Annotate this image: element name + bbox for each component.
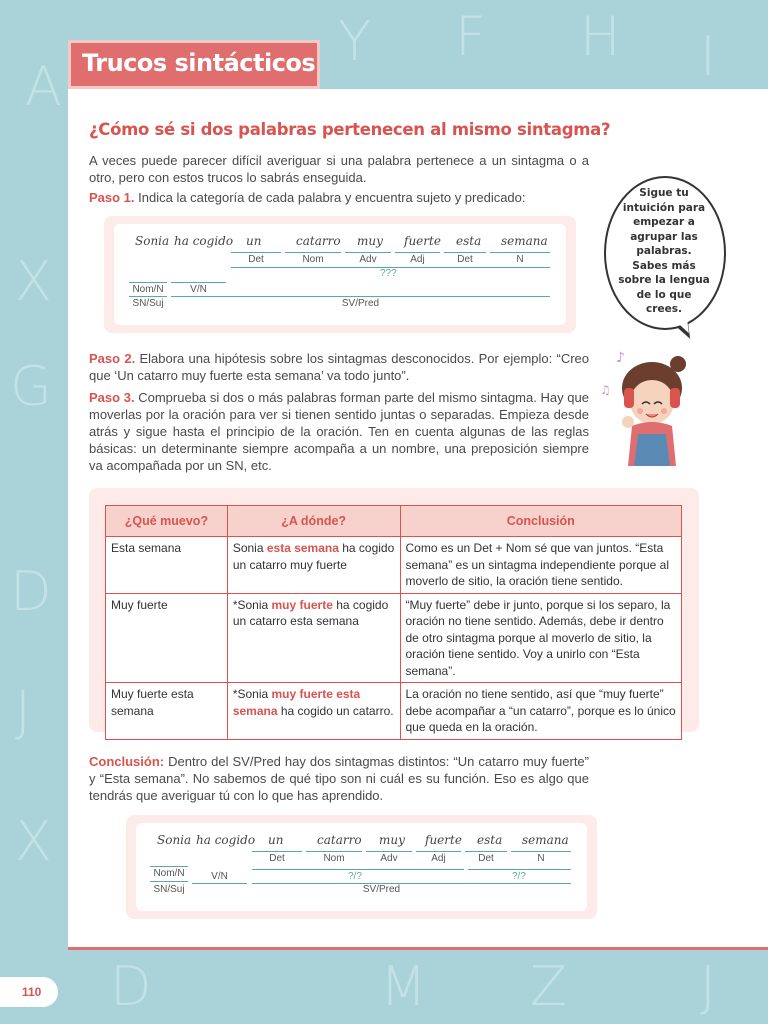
category-label: Det	[269, 853, 285, 864]
word: catarro	[317, 833, 362, 847]
column-header: ¿A dónde?	[227, 506, 400, 537]
where-cell: *Sonia muy fuerte ha cogido un catarro esta semana	[227, 593, 400, 683]
bg-letter: X	[15, 810, 52, 873]
paso1-label: Paso 1.	[89, 190, 135, 205]
bg-letter: J	[15, 680, 31, 743]
word: muy	[379, 833, 405, 847]
word: Sonia	[157, 833, 192, 847]
bg-letter: I	[700, 25, 716, 88]
bg-letter: H	[580, 5, 621, 68]
nom-n-label: Nom/N	[153, 868, 185, 879]
word: Sonia	[135, 234, 170, 248]
bg-letter: D	[10, 560, 52, 623]
conclusion-text: Dentro del SV/Pred hay dos sintagmas distintos: “Un catarro muy fuerte” y “Esta semana”. No sabemos de qué tipo son ni cuál es su función. Eso es algo que tendrás que averiguar tú con lo que has aprendido.	[89, 754, 589, 803]
table-row	[106, 537, 682, 594]
bg-letter: F	[455, 5, 487, 68]
sv-pred-label: SV/Pred	[362, 884, 401, 895]
category-label: Nom	[302, 254, 324, 265]
conclusion-label: Conclusión:	[89, 754, 165, 769]
word: semana	[522, 833, 569, 847]
page-number-tab	[0, 977, 58, 1007]
section-title: Trucos sintácticos	[82, 49, 316, 77]
bg-letter: Y	[338, 10, 371, 73]
unknown-marker: ?/?	[512, 871, 526, 882]
unknown-marker: ???	[380, 268, 397, 279]
bg-letter: J	[700, 955, 716, 1018]
category-label: Det	[478, 853, 494, 864]
page-number: 110	[22, 985, 42, 999]
category-label: Adj	[431, 853, 446, 864]
word: un	[246, 234, 262, 248]
paso1-paragraph	[89, 189, 589, 206]
girl-with-headphones-illustration	[596, 348, 706, 468]
bg-letter: A	[25, 55, 62, 118]
category-label: N	[516, 254, 524, 265]
conclusion-cell: “Muy fuerte” debe ir junto, porque si los separo, la oración no tiene sentido. Además, debe ir dentro de otro sintagma porque al moverlo de sitio, la oración tiene sentido. Voy a unirlo con “Esta semana”.	[400, 593, 682, 683]
paso2-paragraph	[89, 350, 589, 384]
where-cell: *Sonia muy fuerte esta semana ha cogido un catarro.	[227, 683, 400, 740]
bg-letter: M	[380, 955, 427, 1018]
sn-suj-label: SN/Suj	[132, 298, 164, 309]
table-row	[106, 683, 682, 740]
paso3-text: Comprueba si dos o más palabras forman parte del mismo sintagma. Hay que moverlas por la oración para ver si tienen sentido juntas o separadas. Empieza desde atrás y sigue hasta el principio de la oración. Ten en cuenta algunas de las reglas básicas: un determinante siempre acompaña a un nombre, una preposición siempre va acompañada por un SN, etc.	[89, 390, 589, 473]
bg-letter: X	[15, 250, 52, 313]
word: semana	[501, 234, 548, 248]
column-header: ¿Qué muevo?	[106, 506, 228, 537]
word: fuerte	[425, 833, 462, 847]
bg-letter: Z	[530, 955, 567, 1018]
vn-label: V/N	[190, 284, 207, 295]
table-row	[106, 593, 682, 683]
table-header-row	[106, 506, 682, 537]
music-note-icon: ♫	[600, 383, 611, 397]
conclusion-paragraph	[89, 753, 589, 804]
category-label: Det	[248, 254, 264, 265]
conclusion-cell: La oración no tiene sentido, así que “muy fuerte” debe acompañar a “un catarro”, porque es lo único que queda en la oración.	[400, 683, 682, 740]
category-label: Adv	[359, 254, 377, 265]
word: esta	[456, 234, 482, 248]
paso2-label: Paso 2.	[89, 351, 136, 366]
nom-n-label: Nom/N	[132, 284, 164, 295]
paso1-text: Indica la categoría de cada palabra y encuentra sujeto y predicado:	[134, 190, 526, 205]
word: esta	[477, 833, 503, 847]
what-cell: Muy fuerte	[106, 593, 228, 683]
word: ha cogido	[196, 833, 256, 847]
word: catarro	[296, 234, 341, 248]
section-title-box	[68, 40, 320, 89]
word: fuerte	[404, 234, 441, 248]
paso2-text: Elabora una hipótesis sobre los sintagmas desconocidos. Por ejemplo: “Creo que ‘Un catarro muy fuerte esta semana’ va todo junto”.	[89, 351, 590, 383]
where-cell: Sonia esta semana ha cogido un catarro muy fuerte	[227, 537, 400, 594]
analysis-box-2	[126, 815, 597, 919]
column-header: Conclusión	[400, 506, 682, 537]
category-label: Det	[457, 254, 473, 265]
music-note-icon: ♪	[616, 350, 625, 366]
bg-letter: G	[10, 355, 52, 418]
conclusion-cell: Como es un Det + Nom sé que van juntos. “Esta semana” es un sintagma independiente porque al moverlo de sitio, la oración tiene sentido.	[400, 537, 682, 594]
category-label: N	[537, 853, 545, 864]
paso3-label: Paso 3.	[89, 390, 135, 405]
category-label: Adj	[410, 254, 425, 265]
page-heading: ¿Cómo sé si dos palabras pertenecen al mismo sintagma?	[89, 120, 611, 139]
what-cell: Esta semana	[106, 537, 228, 594]
bg-letter: D	[110, 955, 152, 1018]
category-label: Adv	[380, 853, 398, 864]
speech-bubble-text: Sigue tu intuición para empezar a agrupar las palabras. Sabes más sobre la lengua de lo que crees.	[618, 187, 710, 315]
paso3-paragraph	[89, 389, 589, 474]
unknown-marker: ?/?	[348, 871, 362, 882]
what-cell: Muy fuerte esta semana	[106, 683, 228, 740]
word: un	[268, 833, 284, 847]
sn-suj-label: SN/Suj	[153, 884, 185, 895]
category-label: Nom	[323, 853, 345, 864]
word: muy	[357, 234, 383, 248]
movement-table	[105, 505, 682, 740]
vn-label: V/N	[211, 871, 228, 882]
word: ha cogido	[174, 234, 234, 248]
sv-pred-label: SV/Pred	[341, 298, 380, 309]
intro-paragraph: A veces puede parecer difícil averiguar si una palabra pertenece a un sintagma o a otro, pero con estos trucos lo sabrás enseguida.	[89, 153, 589, 185]
